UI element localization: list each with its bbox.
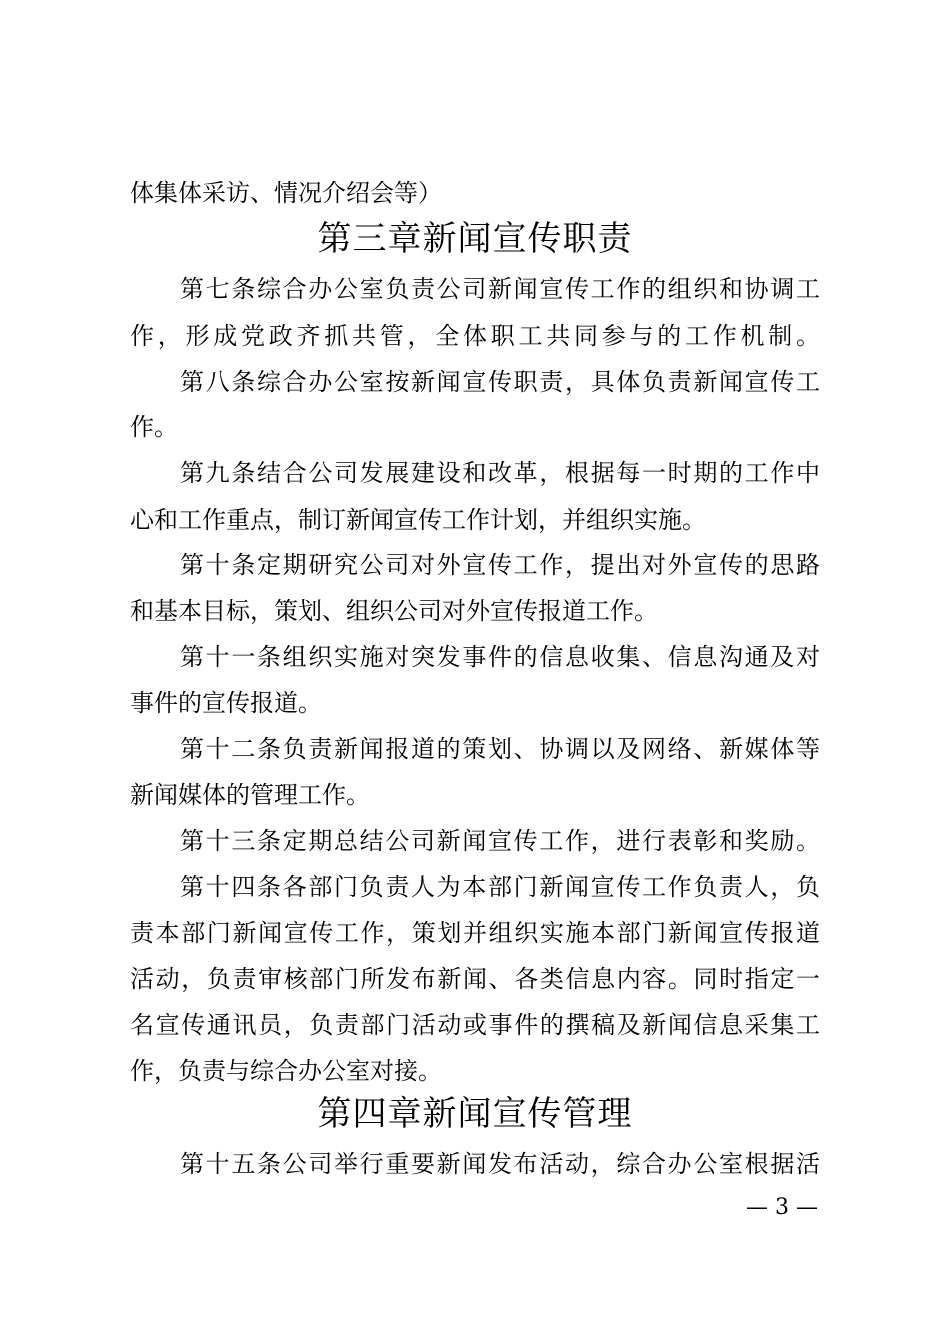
chapter-4-heading: 第四章新闻宣传管理 [317, 1094, 633, 1134]
article-10-line-1: 第十条定期研究公司对外宣传工作，提出对外宣传的思路 [180, 551, 820, 579]
article-9-line-2: 心和工作重点，制订新闻宣传工作计划，并组织实施。 [130, 506, 706, 534]
article-14-line-3: 活动，负责审核部门所发布新闻、各类信息内容。同时指定一 [130, 965, 820, 993]
article-14-line-5: 作，负责与综合办公室对接。 [130, 1057, 442, 1085]
article-15-line-1: 第十五条公司举行重要新闻发布活动，综合办公室根据活 [180, 1150, 820, 1178]
article-8-line-2: 作。 [130, 413, 178, 441]
chapter-3-heading: 第三章新闻宣传职责 [317, 219, 633, 259]
article-8-line-1: 第八条综合办公室按新闻宣传职责，具体负责新闻宣传工 [180, 368, 820, 396]
article-12-line-1: 第十二条负责新闻报道的策划、协调以及网络、新媒体等 [180, 735, 820, 763]
article-7-line-2: 作，形成党政齐抓共管，全体职工共同参与的工作机制。 [130, 322, 820, 350]
page-number: — 3 — [746, 1195, 818, 1220]
article-12-line-2: 新闻媒体的管理工作。 [130, 781, 370, 809]
article-10-line-2: 和基本目标，策划、组织公司对外宣传报道工作。 [130, 597, 658, 625]
paragraph-line: 体集体采访、情况介绍会等） [130, 179, 442, 207]
article-9-line-1: 第九条结合公司发展建设和改革，根据每一时期的工作中 [180, 459, 820, 487]
article-7-line-1: 第七条综合办公室负责公司新闻宣传工作的组织和协调工 [180, 275, 820, 303]
article-14-line-2: 责本部门新闻宣传工作，策划并组织实施本部门新闻宣传报道 [130, 919, 820, 947]
article-11-line-2: 事件的宣传报道。 [130, 689, 322, 717]
article-11-line-1: 第十一条组织实施对突发事件的信息收集、信息沟通及对 [180, 643, 820, 671]
article-13-line-1: 第十三条定期总结公司新闻宣传工作，进行表彰和奖励。 [180, 827, 820, 855]
article-14-line-1: 第十四条各部门负责人为本部门新闻宣传工作负责人，负 [180, 873, 820, 901]
article-14-line-4: 名宣传通讯员，负责部门活动或事件的撰稿及新闻信息采集工 [130, 1011, 820, 1039]
